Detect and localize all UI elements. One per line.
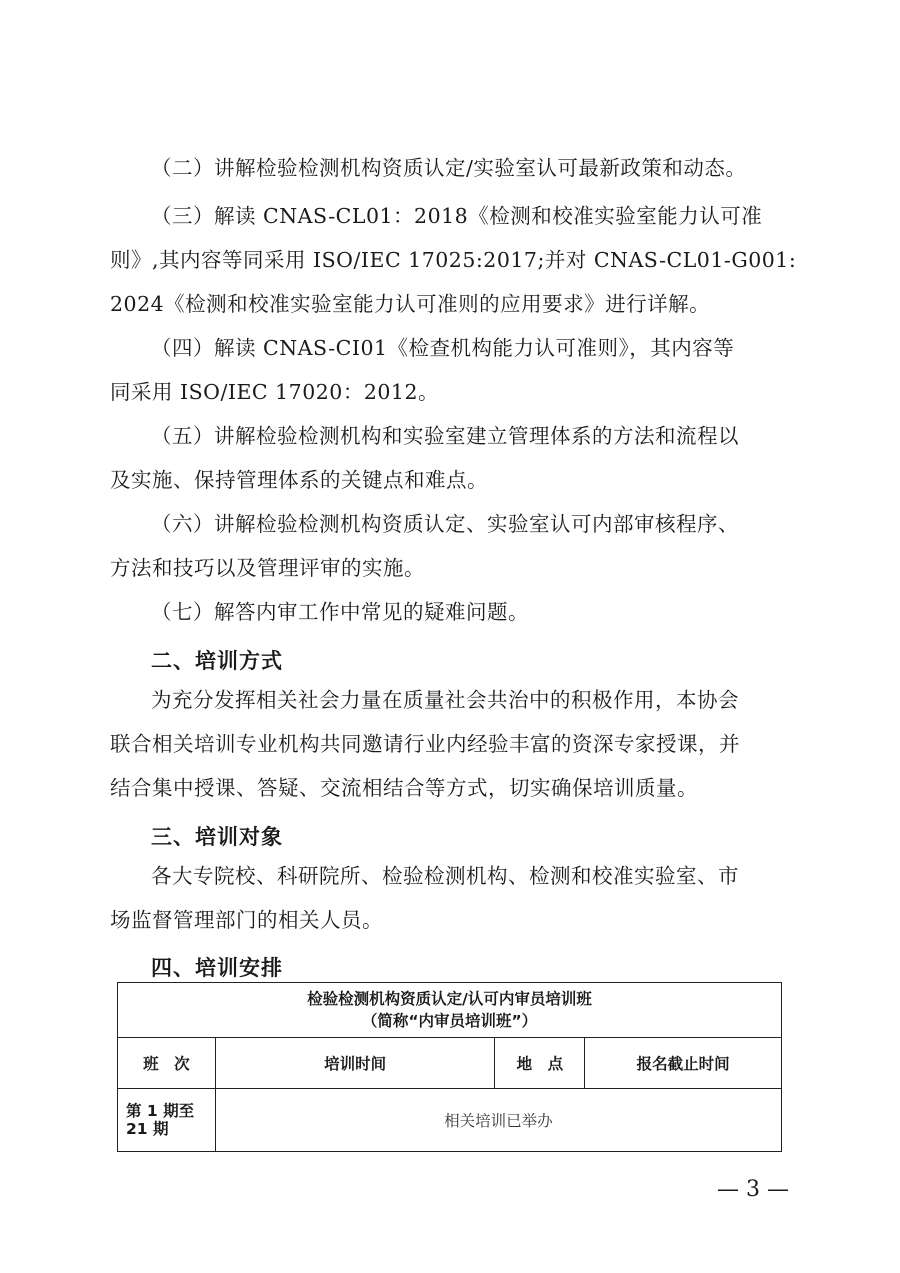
text-line: 结合集中授课、答疑、交流相结合等方式，切实确保培训质量。: [110, 776, 698, 800]
page-number: — 3 —: [717, 1177, 789, 1202]
text-line: （四）解读 CNAS-CI01《检查机构能力认可准则》，其内容等: [151, 336, 735, 360]
text-line: 为充分发挥相关社会力量在质量社会共治中的积极作用，本协会: [151, 688, 739, 712]
text-line: （三）解读 CNAS-CL01：2018《检测和校准实验室能力认可准: [151, 204, 763, 228]
table-header-row: [118, 1038, 782, 1089]
table-row: [118, 1089, 782, 1152]
paragraph-internal-audit: [110, 502, 800, 590]
column-header-time: 培训时间: [215, 1038, 495, 1089]
text-line: 则》,其内容等同采用 ISO/IEC 17025:2017;并对 CNAS-CL01-G001:: [110, 248, 797, 272]
text-line: （二）讲解检验检测机构资质认定/实验室认可最新政策和动态。: [151, 156, 747, 180]
text-line: （六）讲解检验检测机构资质认定、实验室认可内部审核程序、: [151, 512, 739, 536]
text-line: 方法和技巧以及管理评审的实施。: [110, 556, 425, 580]
paragraph-cnas-cl01: [110, 194, 800, 326]
paragraph-method: [110, 678, 800, 810]
paragraph-audience: [110, 854, 800, 942]
table-caption-title: 检验检测机构资质认定/认可内审员培训班: [307, 990, 592, 1008]
paragraph-cnas-ci01: [110, 326, 800, 414]
text-line: （五）讲解检验检测机构和实验室建立管理体系的方法和流程以: [151, 424, 739, 448]
text-line: 各大专院校、科研院所、检验检测机构、检测和校准实验室、市: [151, 864, 739, 888]
paragraph-qa: [110, 590, 800, 634]
table-caption: [118, 983, 782, 1038]
section-heading-method: 二、培训方式: [151, 649, 283, 673]
column-header-location: 地 点: [495, 1038, 585, 1089]
text-line: 及实施、保持管理体系的关键点和难点。: [110, 468, 488, 492]
text-line: 场监督管理部门的相关人员。: [110, 908, 383, 932]
table-caption-subtitle: （简称“内审员培训班”）: [361, 1012, 538, 1030]
session-label-line: 21 期: [126, 1120, 169, 1138]
column-header-deadline: 报名截止时间: [585, 1038, 782, 1089]
paragraph-policy: [110, 146, 841, 190]
text-line: 联合相关培训专业机构共同邀请行业内经验丰富的资深专家授课，并: [110, 732, 740, 756]
text-line: （七）解答内审工作中常见的疑难问题。: [151, 600, 529, 624]
status-note-cell: 相关培训已举办: [215, 1089, 781, 1152]
column-header-session: 班 次: [118, 1038, 216, 1089]
section-heading-schedule: 四、培训安排: [151, 956, 283, 980]
section-heading-audience: 三、培训对象: [151, 825, 283, 849]
paragraph-management-system: [110, 414, 800, 502]
text-line: 同采用 ISO/IEC 17020：2012。: [110, 380, 440, 404]
schedule-table: [117, 982, 782, 1152]
session-label-line: 第 1 期至: [126, 1102, 195, 1120]
text-line: 2024《检测和校准实验室能力认可准则的应用要求》进行详解。: [110, 292, 711, 316]
session-cell: [118, 1089, 216, 1152]
